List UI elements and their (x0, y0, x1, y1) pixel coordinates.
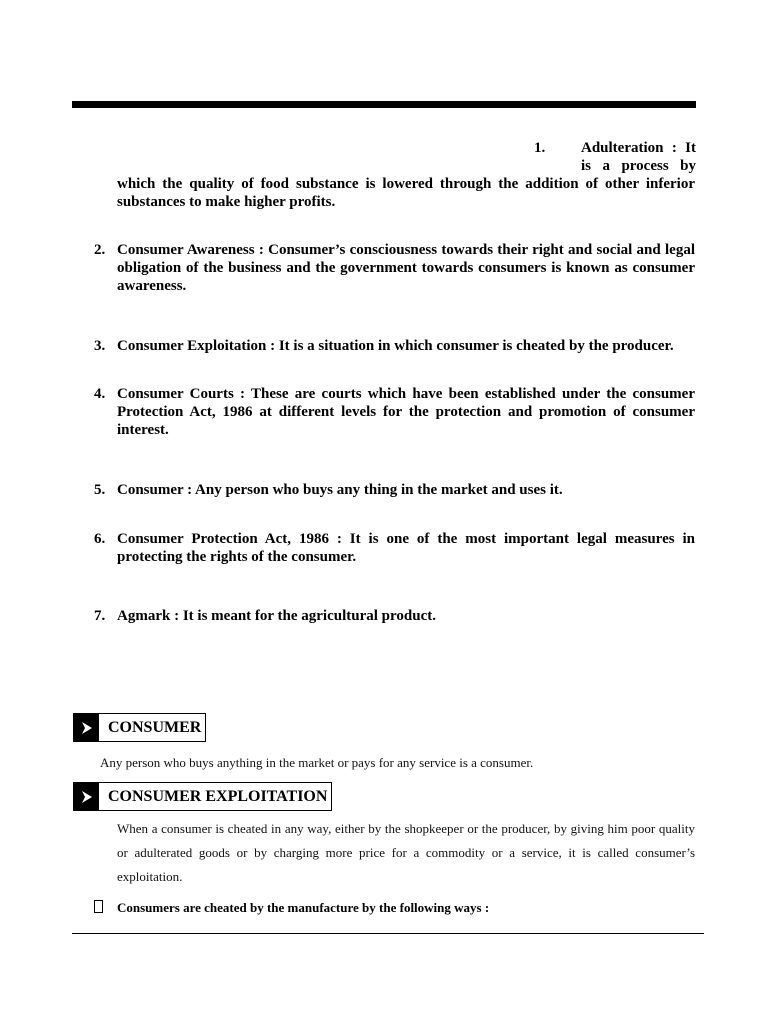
section-heading-consumer (73, 713, 206, 742)
checkbox-bullet-icon (94, 900, 103, 913)
arrowhead-right-icon (74, 714, 99, 741)
definition-1-body (117, 175, 695, 211)
definition-7 (94, 607, 695, 625)
definition-6 (94, 530, 695, 566)
definition-number: 1. (534, 140, 546, 156)
exploitation-bullet (94, 900, 489, 916)
exploitation-paragraph: When a consumer is cheated in any way, either by the shopkeeper or the producer, by giving him poor quality or adulterated goods or by charging more price for a commodity or a service, it is called consumer’s exploitation. (117, 821, 695, 884)
definition-text: Consumer Exploitation : It is a situation in which consumer is cheated by the producer. (117, 338, 674, 354)
definition-text: Consumer Courts : These are courts which have been established under the consumer Protection Act, 1986 at different levels for the protection and promotion of consumer interest. (117, 386, 695, 438)
section-heading-consumer-exploitation (73, 782, 332, 811)
definition-1-heading (534, 139, 696, 175)
definition-text: Consumer Protection Act, 1986 : It is one of the most important legal measures in protecting the rights of the consumer. (117, 531, 695, 565)
definition-3 (94, 337, 695, 355)
consumer-definition-text: Any person who buys anything in the market or pays for any service is a consumer. (100, 755, 534, 770)
arrowhead-right-icon (74, 783, 99, 810)
definition-text: Consumer : Any person who buys any thing in the market and uses it. (117, 482, 563, 498)
definition-number: 3. (94, 338, 106, 354)
bottom-rule (72, 933, 704, 934)
definition-text: Consumer Awareness : Consumer’s consciousness towards their right and social and legal obligation of the business and the government towards consumers is known as consumer awareness. (117, 242, 695, 294)
definition-number: 6. (94, 531, 106, 547)
section-title: CONSUMER (108, 719, 202, 736)
section-title: CONSUMER EXPLOITATION (108, 788, 328, 805)
definition-2 (94, 241, 695, 295)
definition-5 (94, 481, 695, 499)
definition-text: Agmark : It is meant for the agricultural product. (117, 608, 436, 624)
definition-1-line1: Adulteration : It (581, 140, 696, 156)
definition-1-line2: is a process by (581, 158, 696, 174)
definition-4 (94, 385, 695, 439)
definition-number: 4. (94, 386, 106, 402)
top-rule (72, 101, 696, 108)
definition-number: 5. (94, 482, 106, 498)
bullet-text: Consumers are cheated by the manufacture by the following ways : (117, 900, 490, 915)
definition-number: 7. (94, 608, 106, 624)
definition-text: which the quality of food substance is lowered through the addition of other inferior substances to make higher profits. (117, 176, 695, 210)
definition-number: 2. (94, 242, 106, 258)
